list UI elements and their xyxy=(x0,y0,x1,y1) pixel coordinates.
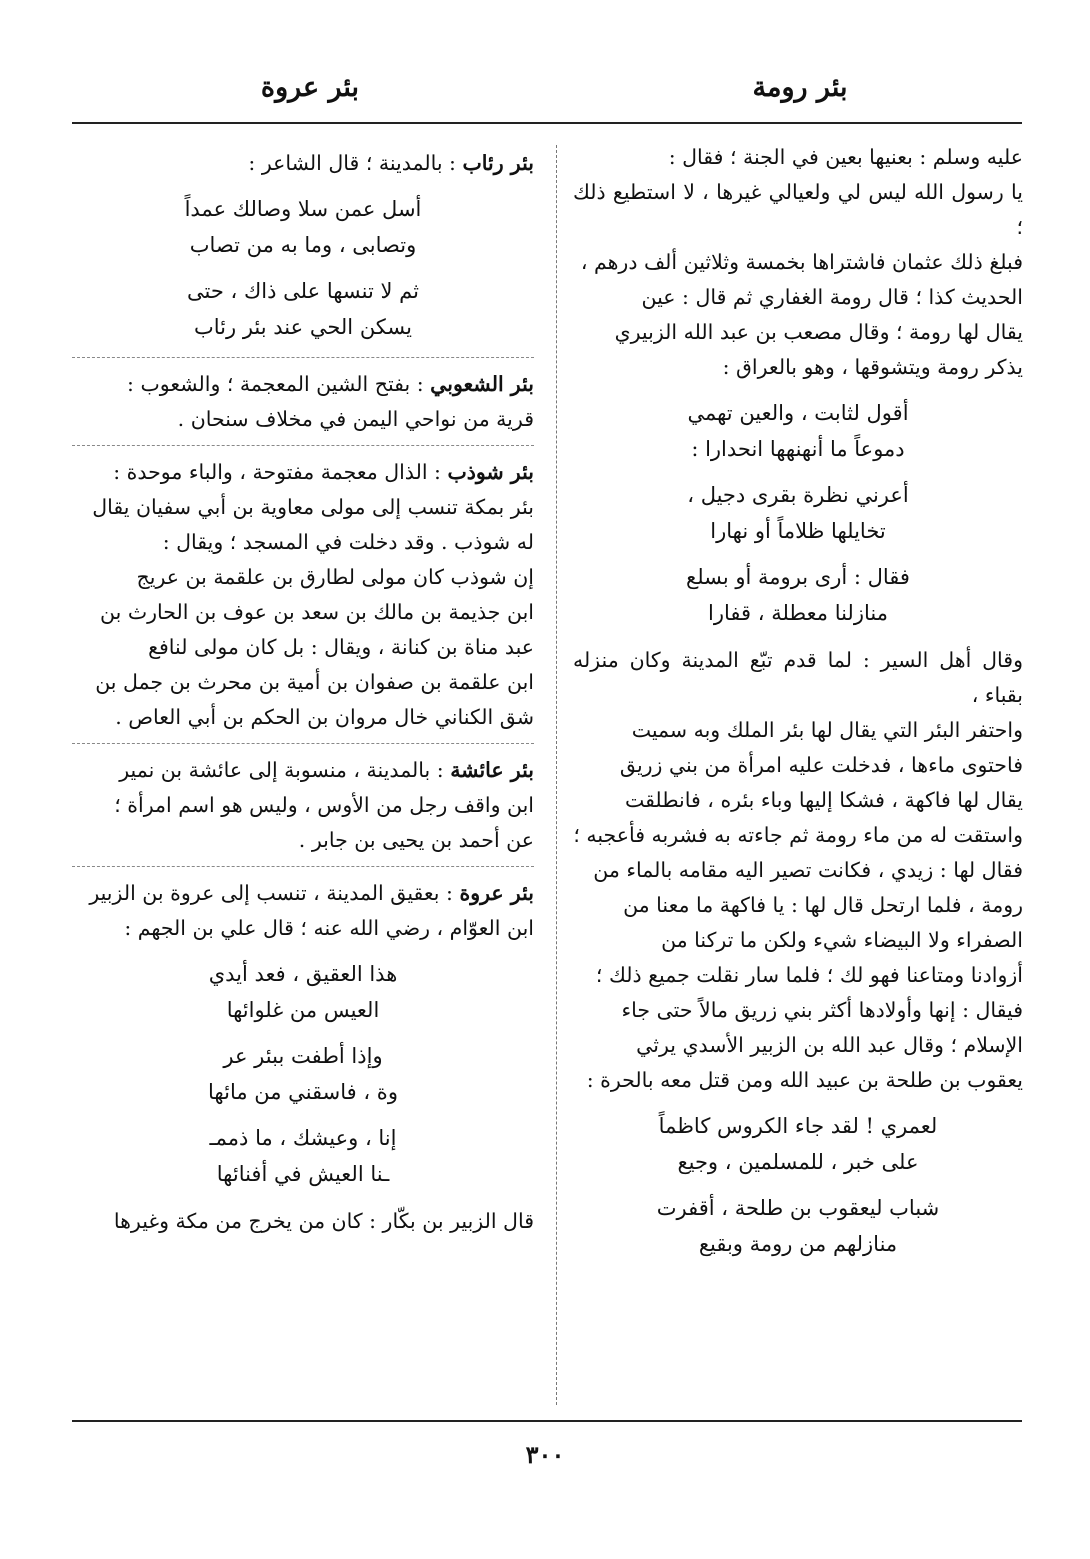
entry-text: : بفتح الشين المعجمة ؛ والشعوب : xyxy=(127,372,431,396)
text-line: واحتفر البئر التي يقال لها بئر الملك وبه سميت xyxy=(631,718,1023,742)
text-line: قرية من نواحي اليمن في مخلاف سنحان . xyxy=(177,407,534,431)
paragraph xyxy=(573,140,1023,385)
dictionary-entry xyxy=(72,753,534,858)
verse-line: أسل عمن سلا وصالك عمداً xyxy=(184,197,422,221)
poem xyxy=(573,395,1023,631)
text-line: قال الزبير بن بكّار : كان من يخرج من مكة وغيرها xyxy=(113,1209,534,1233)
text-line: إن شوذب كان مولى لطارق بن علقمة بن عريج xyxy=(136,565,534,589)
text-line xyxy=(72,146,534,181)
poem xyxy=(72,956,534,1192)
verse-line: منازلنا معطلة ، قفارا xyxy=(708,601,888,625)
verse-line: تخايلها ظلاماً أو نهارا xyxy=(710,519,886,543)
right-column xyxy=(573,140,1023,1274)
entry-separator xyxy=(72,445,534,447)
text-line xyxy=(72,367,534,402)
header-rule xyxy=(72,122,1022,124)
text-line: يقال لها فاكهة ، فشكا إليها وباء بئره ، فانطلقت xyxy=(624,788,1023,812)
text-line: الإسلام ؛ وقال عبد الله بن الزبير الأسدي يرثي xyxy=(636,1033,1023,1057)
running-header-right: بئر رومة xyxy=(752,72,848,103)
running-header-left: بئر عروة xyxy=(260,72,360,103)
verse-line: وة ، فاسقني من مائها xyxy=(208,1080,398,1104)
verse-line: وإذا أطفت ببئر عر xyxy=(223,1044,383,1068)
entry-headword: بئر رئاب xyxy=(462,151,534,175)
text-line: يذكر رومة ويتشوقها ، وهو بالعراق : xyxy=(722,355,1023,379)
page-number: ٣٠٠ xyxy=(525,1440,565,1469)
left-column xyxy=(72,140,534,1239)
text-line: واستقت له من ماء رومة ثم جاءته به فشربه فأعجبه ؛ xyxy=(573,823,1023,847)
verse-line: هذا العقيق ، فعد أيدي xyxy=(208,962,398,986)
entry-headword: بئر عائشة xyxy=(450,758,534,782)
text-line: له شوذب . وقد دخلت في المسجد ؛ ويقال : xyxy=(162,530,534,554)
text-line: ابن جذيمة بن مالك بن سعد بن عوف بن الحارث بن xyxy=(100,600,534,624)
entry-text: : الذال معجمة مفتوحة ، والباء موحدة : xyxy=(113,460,448,484)
paragraph xyxy=(573,643,1023,1098)
text-line: أزوادنا ومتاعنا فهو لك ؛ فلما سار نقلت جميع ذلك ؛ xyxy=(595,963,1023,987)
text-line: عليه وسلم : بعنيها بعين في الجنة ؛ فقال : xyxy=(668,145,1023,169)
text-line: الصفراء ولا البيضاء شيء ولكن ما تركنا من xyxy=(661,928,1023,952)
text-line: فاحتوى ماءها ، فدخلت عليه امرأة من بني زريق xyxy=(619,753,1023,777)
entry-text: : بالمدينة ؛ قال الشاعر : xyxy=(248,151,463,175)
verse-line: دموعاً ما أنهنهها انحدارا : xyxy=(691,437,905,461)
entry-headword: بئر عروة xyxy=(459,881,534,905)
text-line: عن أحمد بن يحيى بن جابر . xyxy=(298,828,534,852)
poem xyxy=(573,1108,1023,1262)
entry-separator xyxy=(72,743,534,745)
poem xyxy=(72,191,534,345)
verse-line: أعرني نظرة بقرى دجيل ، xyxy=(687,483,909,507)
verse-line: أقول لثابت ، والعين تهمي xyxy=(687,401,909,425)
verse-line: وتصابى ، وما به من تصاب xyxy=(189,233,417,257)
verse-line: يسكن الحي عند بئر رئاب xyxy=(194,315,412,339)
text-line: يقال لها رومة ؛ وقال مصعب بن عبد الله الزبيري xyxy=(614,320,1023,344)
text-line: فقال لها : زيدي ، فكانت تصير اليه مقامه بالماء من xyxy=(593,858,1023,882)
verse-line: لعمري ! لقد جاء الكروس كاظماً xyxy=(658,1114,938,1138)
text-line: رومة ، فلما ارتحل قال لها : يا فاكهة ما معنا من xyxy=(623,893,1023,917)
verse-line: ـنا العيش في أفنائها xyxy=(216,1162,390,1186)
footer-rule xyxy=(72,1420,1022,1422)
text-line: ابن علقمة بن صفوان بن أمية بن محرث بن جمل بن xyxy=(95,670,534,694)
verse-line: شباب ليعقوب بن طلحة ، أقفرت xyxy=(656,1196,940,1220)
dictionary-entry xyxy=(72,146,534,345)
entry-headword: بئر الشعوبي xyxy=(430,372,534,396)
entry-text: : بعقيق المدينة ، تنسب إلى عروة بن الزبير xyxy=(89,881,460,905)
verse-line: العيس من غلوائها xyxy=(226,998,380,1022)
entry-separator xyxy=(72,357,534,359)
text-line: يا رسول الله ليس لي ولعيالي غيرها ، لا استطيع ذلك ؛ xyxy=(573,180,1023,239)
dictionary-entry xyxy=(72,876,534,1239)
text-line xyxy=(72,753,534,788)
dictionary-entry xyxy=(72,455,534,735)
verse-line: ثم لا تنسها على ذاك ، حتى xyxy=(187,279,419,303)
text-line: شق الكناني خال مروان بن الحكم بن أبي العاص . xyxy=(115,705,534,729)
verse-line: إنا ، وعيشك ، ما ذممـ xyxy=(209,1126,397,1150)
text-line: الحديث كذا ؛ قال رومة الغفاري ثم قال : عين xyxy=(641,285,1023,309)
text-line: عبد مناة بن كنانة ، ويقال : بل كان مولى لنافع xyxy=(148,635,534,659)
text-line: يعقوب بن طلحة بن عبيد الله ومن قتل معه بالحرة : xyxy=(586,1068,1023,1092)
entry-separator xyxy=(72,866,534,868)
verse-line: على خبر ، للمسلمين ، وجيع xyxy=(677,1150,919,1174)
dictionary-entry xyxy=(72,367,534,437)
text-line: فيقال : إنها وأولادها أكثر بني زريق مالاً حتى جاء xyxy=(621,998,1023,1022)
text-line xyxy=(72,455,534,490)
verse-line: فقال : أرى برومة أو بسلع xyxy=(686,565,910,589)
text-line: ابن واقف رجل من الأوس ، وليس هو اسم امرأة ؛ xyxy=(114,793,534,817)
entry-headword: بئر شوذب xyxy=(447,460,534,484)
text-line: بئر بمكة تنسب إلى مولى معاوية بن أبي سفيان يقال xyxy=(92,495,534,519)
entry-text: : بالمدينة ، منسوبة إلى عائشة بن نمير xyxy=(119,758,451,782)
text-line xyxy=(72,876,534,911)
column-separator xyxy=(556,145,557,1405)
text-line: ابن العوّام ، رضي الله عنه ؛ قال علي بن الجهم : xyxy=(124,916,534,940)
text-line: وقال أهل السير : لما قدم تبّع المدينة وكان منزله بقباء ، xyxy=(573,648,1023,707)
verse-line: منازلهم من رومة وبقيع xyxy=(698,1232,898,1256)
text-line: فبلغ ذلك عثمان فاشتراها بخمسة وثلاثين ألف درهم ، xyxy=(580,250,1023,274)
